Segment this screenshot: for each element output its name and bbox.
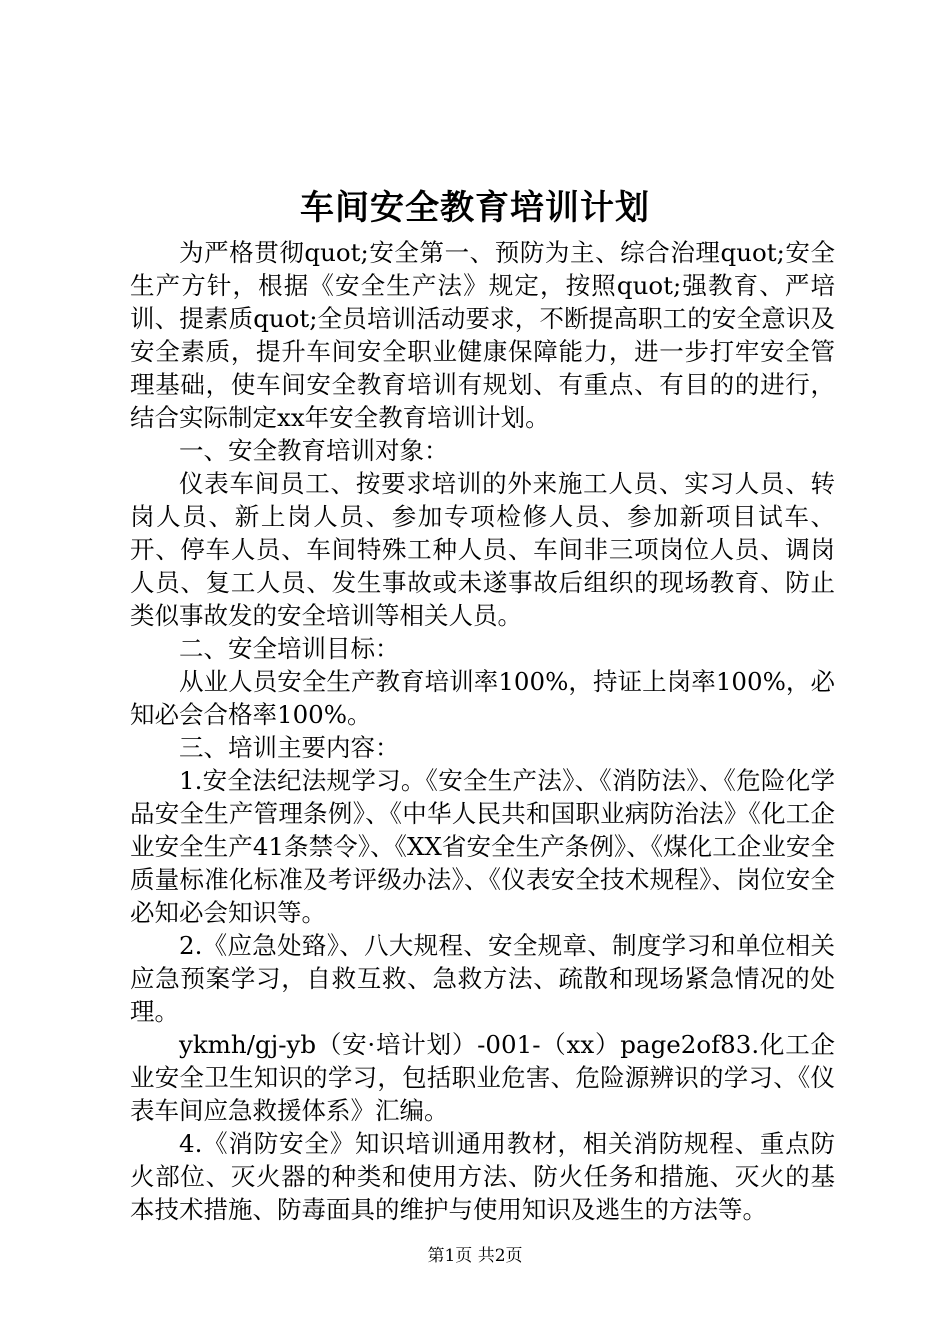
page-footer: 第1页 共2页: [427, 1246, 523, 1266]
document-title: 车间安全教育培训计划: [300, 188, 650, 228]
section-heading-training-targets: 一、安全教育培训对象：: [179, 436, 449, 465]
content-item-1: 1.安全法纪法规学习。《安全生产法》、《消防法》、《危险化学品安全生产管理条例》、《中华人民共和国职业病防治法》《化工企业安全生产41条禁令》、《XX省安全生产条例》、《煤化工企业安全质量标准化标准及考评级办法》、《仪表安全技术规程》、岗位安全必知必会知识等。: [130, 766, 835, 927]
content-item-2: 2.《应急处臵》、八大规程、安全规章、制度学习和单位相关应急预案学习，自救互救、急救方法、疏散和现场紧急情况的处理。: [130, 931, 835, 1026]
content-item-4: 4.《消防安全》知识培训通用教材，相关消防规程、重点防火部位、灭火器的种类和使用方法、防火任务和措施、灭火的基本技术措施、防毒面具的维护与使用知识及逃生的方法等。: [130, 1129, 835, 1224]
intro-paragraph: 为严格贯彻quot;安全第一、预防为主、综合治理quot;安全生产方针，根据《安全生产法》规定，按照quot;强教育、严培训、提素质quot;全员培训活动要求，不断提高职工的安全意识及安全素质，提升车间安全职业健康保障能力，进一步打牢安全管理基础，使车间安全教育培训有规划、有重点、有目的的进行，结合实际制定xx年安全教育培训计划。: [130, 238, 835, 432]
section-heading-training-goals: 二、安全培训目标：: [179, 634, 400, 663]
training-goals-paragraph: 从业人员安全生产教育培训率100%，持证上岗率100%，必知必会合格率100%。: [130, 667, 835, 729]
section-heading-training-content: 三、培训主要内容：: [179, 733, 400, 762]
training-targets-paragraph: 仪表车间员工、按要求培训的外来施工人员、实习人员、转岗人员、新上岗人员、参加专项检修人员、参加新项目试车、开、停车人员、车间特殊工种人员、车间非三项岗位人员、调岗人员、复工人员、发生事故或未遂事故后组织的现场教育、防止类似事故发的安全培训等相关人员。: [130, 469, 835, 630]
document-body: [130, 236, 835, 1226]
content-item-3: ykmh/gj-yb（安·培计划）-001-（xx）page2of83.化工企业安全卫生知识的学习，包括职业危害、危险源辨识的学习、《仪表车间应急救援体系》汇编。: [130, 1030, 835, 1125]
